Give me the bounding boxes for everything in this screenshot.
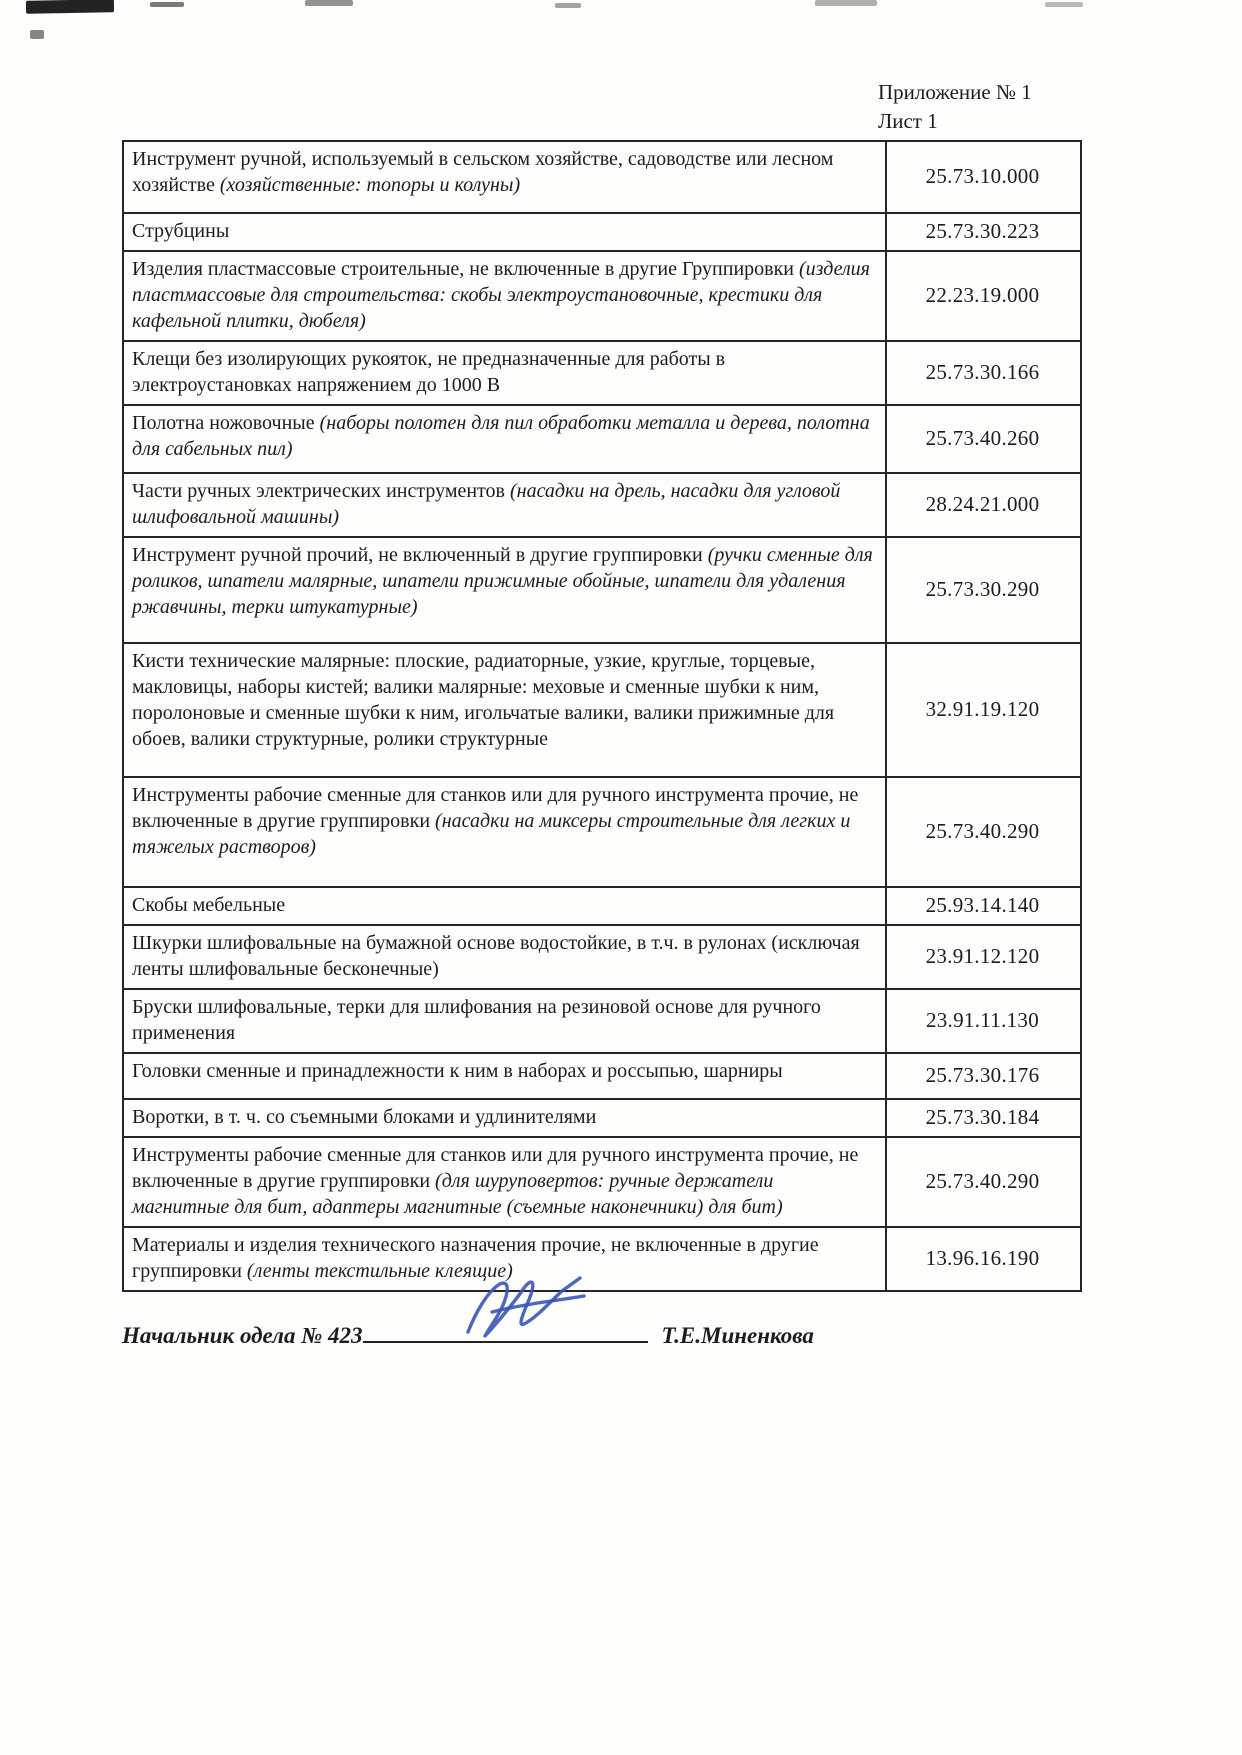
- row-code: 22.23.19.000: [886, 251, 1081, 341]
- row-description: [123, 777, 886, 887]
- row-description: [123, 1053, 886, 1099]
- row-code: 23.91.11.130: [886, 989, 1081, 1053]
- scan-artifact: [150, 2, 184, 7]
- row-description: [123, 989, 886, 1053]
- table-row: [123, 473, 1081, 537]
- table-row: [123, 1053, 1081, 1099]
- table-row: [123, 777, 1081, 887]
- row-code: 25.73.30.184: [886, 1099, 1081, 1137]
- row-code: 25.73.30.166: [886, 341, 1081, 405]
- row-description: [123, 473, 886, 537]
- description-text: Изделия пластмассовые строительные, не включенные в другие Группировки: [132, 258, 800, 280]
- row-code: 25.73.30.223: [886, 213, 1081, 251]
- description-text: Скобы мебельные: [132, 894, 286, 916]
- table-row: [123, 1137, 1081, 1227]
- scan-artifact: [305, 0, 353, 6]
- annex-number: Приложение № 1: [878, 80, 1032, 104]
- row-description: [123, 405, 886, 473]
- table-row: [123, 341, 1081, 405]
- description-note: (насадки на дрель, насадки для угловой шлифовальной машины): [132, 480, 841, 528]
- row-code: 28.24.21.000: [886, 473, 1081, 537]
- description-note: (насадки на миксеры строительные для легких и тяжелых растворов): [132, 810, 851, 858]
- description-text: Части ручных электрических инструментов: [132, 480, 510, 502]
- signatory-title: Начальник одела № 423: [122, 1323, 363, 1348]
- description-text: Шкурки шлифовальные на бумажной основе водостойкие, в т.ч. в рулонах (исключая ленты шлифовальные бесконечные): [132, 932, 860, 980]
- description-note: (наборы полотен для пил обработки металла и дерева, полотна для сабельных пил): [132, 412, 870, 460]
- footer: [122, 1318, 1122, 1349]
- scan-artifact: [30, 30, 44, 39]
- scan-artifact: [1045, 2, 1083, 7]
- scan-artifact: [555, 3, 581, 8]
- table-row: [123, 251, 1081, 341]
- row-code: 13.96.16.190: [886, 1227, 1081, 1291]
- table-row: [123, 887, 1081, 925]
- row-description: [123, 213, 886, 251]
- description-note: (ручки сменные для роликов, шпатели малярные, шпатели прижимные обойные, шпатели для удаления ржавчины, терки штукатурные): [132, 544, 873, 618]
- description-note: (для шуруповертов: ручные держатели магнитные для бит, адаптеры магнитные (съемные наконечники) для бит): [132, 1170, 783, 1218]
- annex-header: [878, 78, 1032, 136]
- table-row: [123, 537, 1081, 643]
- row-description: [123, 1137, 886, 1227]
- row-description: [123, 925, 886, 989]
- scan-artifact: [26, 0, 114, 14]
- row-description: [123, 251, 886, 341]
- description-text: Полотна ножовочные: [132, 412, 320, 434]
- row-code: 25.73.40.290: [886, 777, 1081, 887]
- row-code: 25.73.10.000: [886, 141, 1081, 213]
- row-code: 32.91.19.120: [886, 643, 1081, 777]
- table-row: [123, 643, 1081, 777]
- row-description: [123, 887, 886, 925]
- description-text: Струбцины: [132, 220, 230, 242]
- table-row: [123, 213, 1081, 251]
- description-text: Инструменты рабочие сменные для станков или для ручного инструмента прочие, не включенные в другие группировки: [132, 1144, 859, 1192]
- row-description: [123, 643, 886, 777]
- description-text: Материалы и изделия технического назначения прочие, не включенные в другие группировки: [132, 1234, 819, 1282]
- table-row: [123, 1099, 1081, 1137]
- signature: [452, 1266, 712, 1356]
- table-row: [123, 989, 1081, 1053]
- row-description: [123, 341, 886, 405]
- description-text: Бруски шлифовальные, терки для шлифования на резиновой основе для ручного применения: [132, 996, 821, 1044]
- table-row: [123, 141, 1081, 213]
- row-code: 25.73.40.290: [886, 1137, 1081, 1227]
- signatory-name: Т.Е.Миненкова: [661, 1323, 814, 1348]
- row-description: [123, 1099, 886, 1137]
- row-code: 25.73.30.290: [886, 537, 1081, 643]
- row-code: 25.93.14.140: [886, 887, 1081, 925]
- description-text: Головки сменные и принадлежности к ним в наборах и россыпью, шарниры: [132, 1060, 783, 1082]
- description-text: Инструмент ручной прочий, не включенный в другие группировки: [132, 544, 708, 566]
- description-text: Инструменты рабочие сменные для станков или для ручного инструмента прочие, не включенные в другие группировки: [132, 784, 859, 832]
- row-description: [123, 141, 886, 213]
- row-code: 25.73.30.176: [886, 1053, 1081, 1099]
- description-text: Кисти технические малярные: плоские, радиаторные, узкие, круглые, торцевые, макловицы, наборы кистей; валики малярные: меховые и сменные шубки к ним, поролоновые и сменные шубки к ним, игольчатые валики, валики прижимные для обоев, валики структурные, ролики структурные: [132, 650, 835, 750]
- description-text: Воротки, в т. ч. со съемными блоками и удлинителями: [132, 1106, 597, 1128]
- row-description: [123, 537, 886, 643]
- table-body: [123, 141, 1081, 1291]
- description-note: (изделия пластмассовые для строительства: скобы электроустановочные, крестики для кафельной плитки, дюбеля): [132, 258, 870, 332]
- description-text: Клещи без изолирующих рукояток, не предназначенные для работы в электроустановках напряжением до 1000 В: [132, 348, 726, 396]
- classification-table: [122, 140, 1082, 1292]
- description-note: (хозяйственные: топоры и колуны): [219, 174, 521, 196]
- table-row: [123, 405, 1081, 473]
- table-row: [123, 925, 1081, 989]
- row-code: 25.73.40.260: [886, 405, 1081, 473]
- description-text: Инструмент ручной, используемый в сельском хозяйстве, садоводстве или лесном хозяйстве: [132, 148, 834, 196]
- row-code: 23.91.12.120: [886, 925, 1081, 989]
- annex-sheet: Лист 1: [878, 109, 938, 133]
- description-note: (ленты текстильные клеящие): [246, 1260, 513, 1282]
- scan-artifact: [815, 0, 877, 6]
